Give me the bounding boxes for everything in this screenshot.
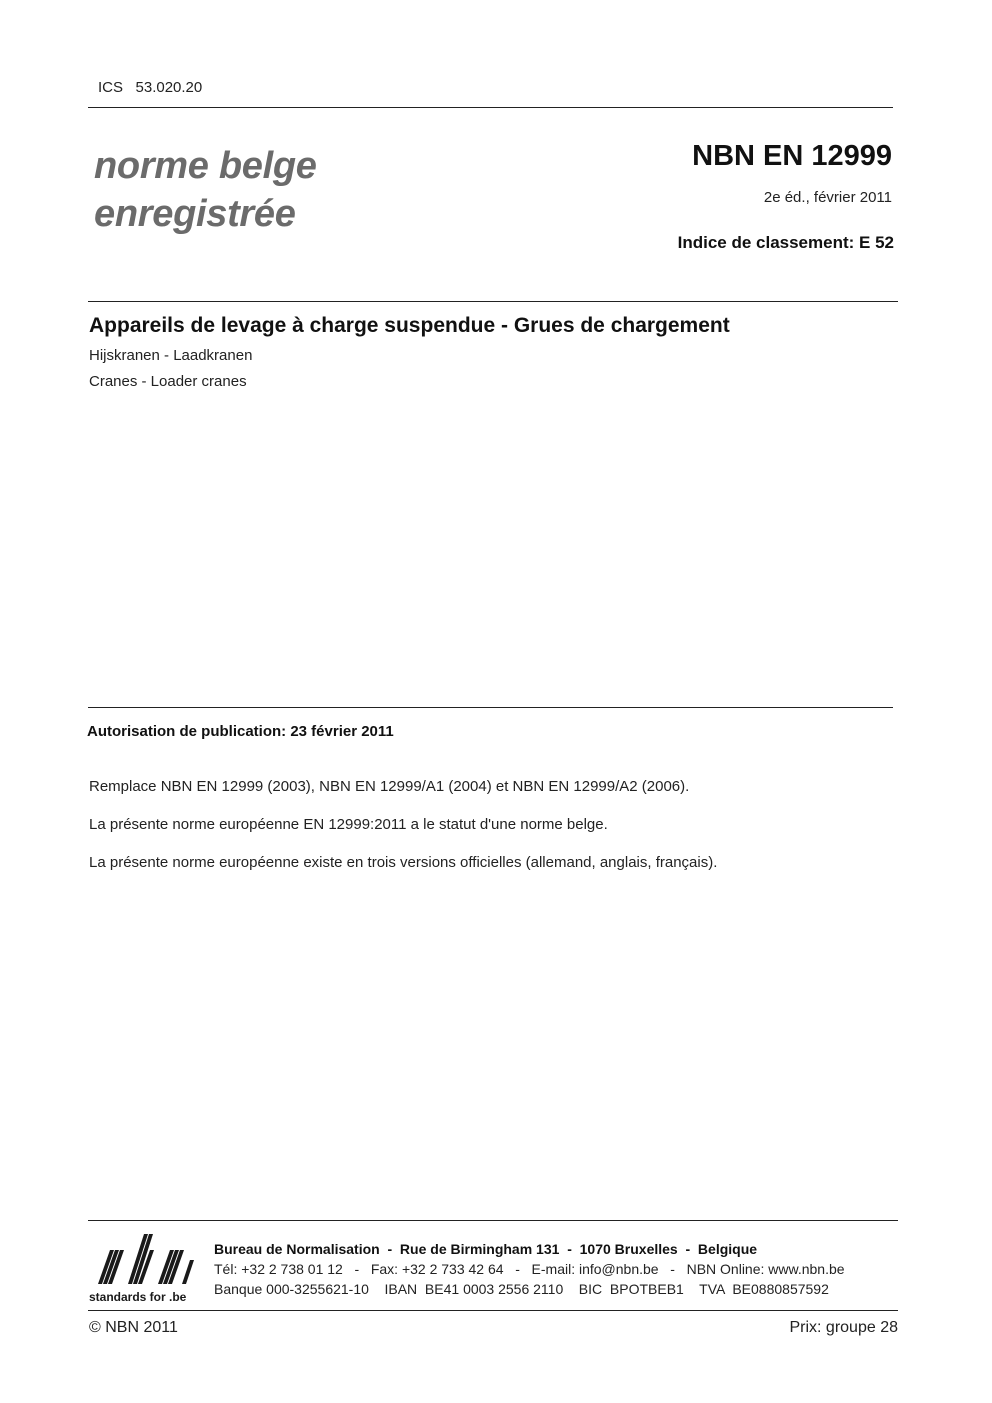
footer-contact: Tél: +32 2 738 01 12 - Fax: +32 2 733 42 64 - E-mail: info@nbn.be - NBN Online: www.nbn.be: [214, 1261, 845, 1277]
edition-date: 2e éd., février 2011: [763, 189, 892, 206]
svg-text:standards for .be: standards for .be: [89, 1290, 187, 1304]
paragraph-status: La présente norme européenne EN 12999:2011 a le statut d'une norme belge.: [89, 816, 608, 833]
title-top-rule: [88, 301, 898, 302]
norme-line-1: norme belge: [94, 145, 317, 187]
footer-bottom-rule: [88, 1310, 898, 1311]
title-dutch: Hijskranen - Laadkranen: [89, 347, 253, 364]
norme-line-2: enregistrée: [94, 193, 296, 235]
footer-address: Bureau de Normalisation - Rue de Birmingham 131 - 1070 Bruxelles - Belgique: [214, 1241, 758, 1257]
copyright: © NBN 2011: [89, 1319, 178, 1336]
nbn-logo-icon: [88, 1226, 200, 1306]
ics-code: ICS 53.020.20: [98, 79, 203, 96]
title-english: Cranes - Loader cranes: [89, 373, 247, 390]
publication-authorisation: Autorisation de publication: 23 février 2011: [87, 723, 394, 740]
footer-bank: Banque 000-3255621-10 IBAN BE41 0003 2556 2110 BIC BPOTBEB1 TVA BE0880857592: [214, 1281, 829, 1297]
paragraph-versions: La présente norme européenne existe en trois versions officielles (allemand, anglais, français).: [89, 854, 718, 871]
paragraph-replaces: Remplace NBN EN 12999 (2003), NBN EN 12999/A1 (2004) et NBN EN 12999/A2 (2006).: [89, 778, 690, 795]
standard-number: NBN EN 12999: [692, 140, 892, 172]
header-rule: [88, 107, 893, 108]
title-french: Appareils de levage à charge suspendue - Grues de chargement: [89, 314, 730, 337]
classification-index: Indice de classement: E 52: [677, 233, 894, 252]
body-top-rule: [88, 707, 893, 708]
footer-top-rule: [88, 1220, 898, 1221]
norme-belge-heading: [94, 142, 317, 238]
nbn-logo: [88, 1226, 200, 1306]
price-group: Prix: groupe 28: [789, 1319, 898, 1336]
